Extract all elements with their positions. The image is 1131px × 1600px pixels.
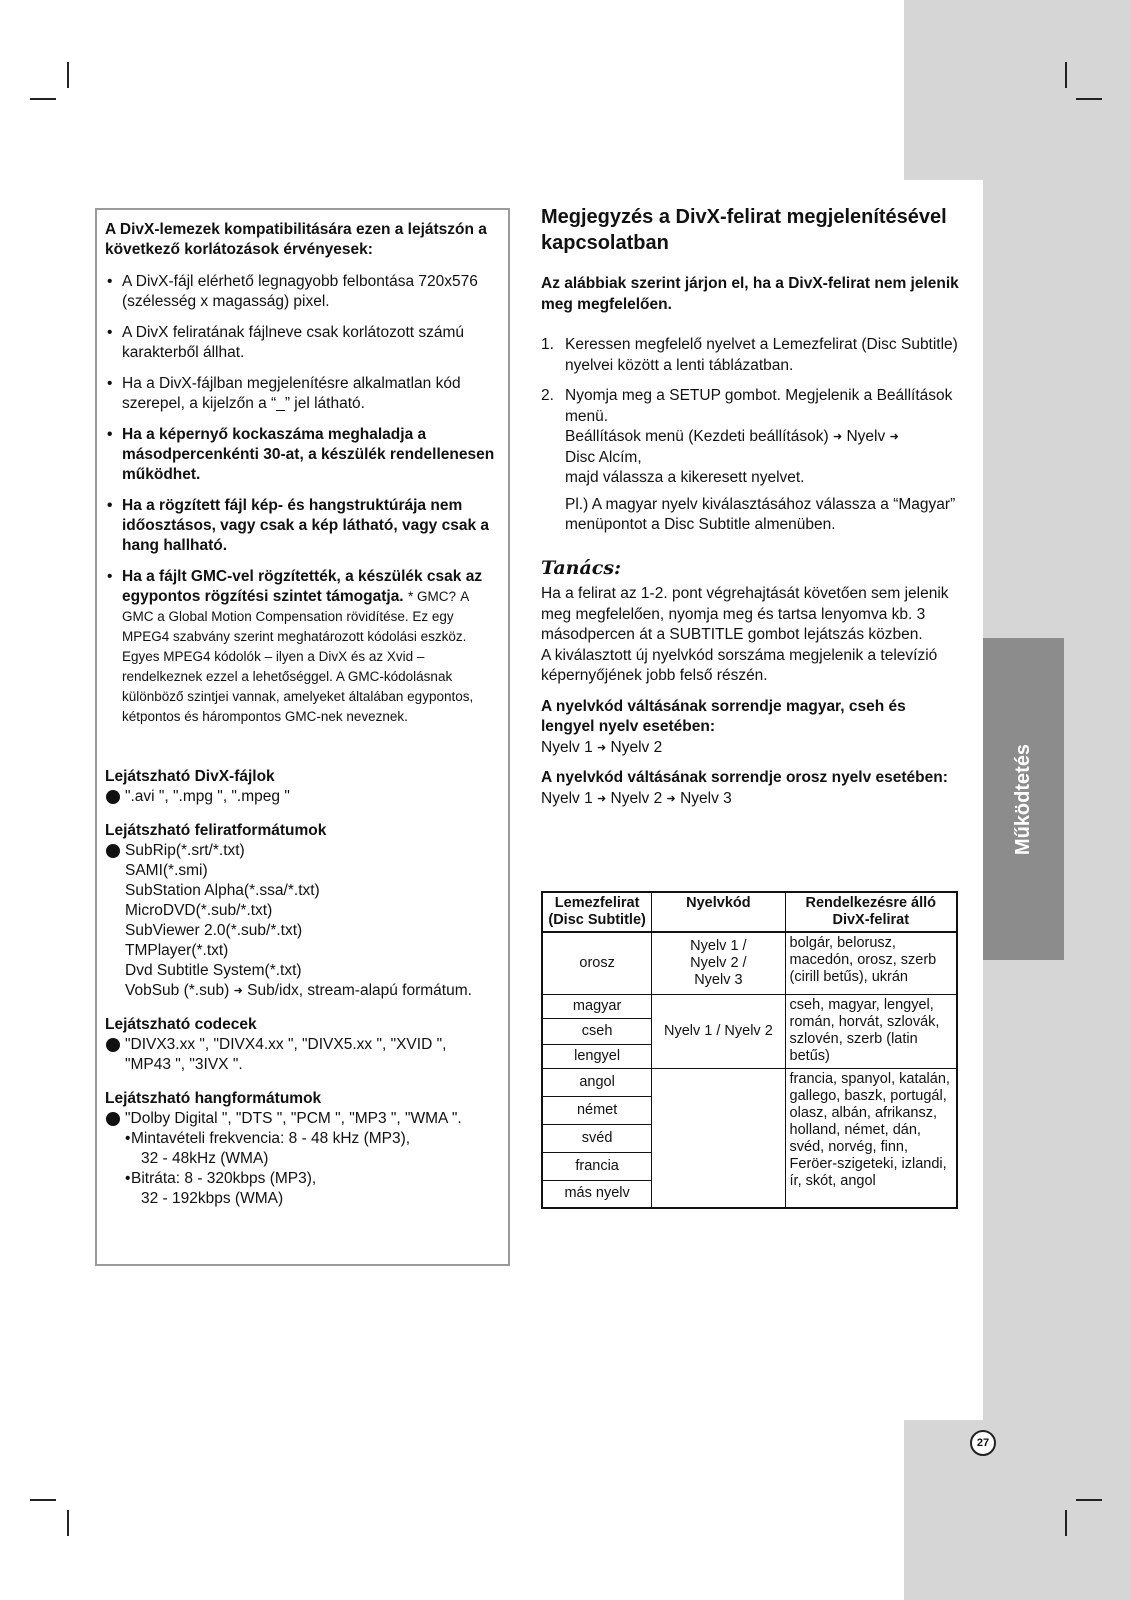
crop-mark: [1065, 1510, 1067, 1536]
subtitle-format: MicroDVD(*.sub/*.txt): [125, 902, 273, 919]
arrow-right-icon: ➜: [889, 431, 899, 443]
step-1: 1. Keressen megfelelő nyelvet a Lemezfelirat (Disc Subtitle) nyelvei között a lenti táblázatban.: [541, 336, 958, 374]
order-hu-sequence: Nyelv 1 ➜ Nyelv 2: [541, 738, 961, 759]
order-ru-sequence: Nyelv 1 ➜ Nyelv 2 ➜ Nyelv 3: [541, 789, 961, 810]
audio-title: Lejátszható hangformátumok: [105, 1090, 322, 1107]
table-cell: svéd: [542, 1124, 652, 1152]
codecs-line: "MP43 ", "3IVX ".: [125, 1056, 243, 1073]
codecs-line: "DIVX3.xx ", "DIVX4.xx ", "DIVX5.xx ", "XVID ",: [105, 1035, 500, 1055]
language-table: [541, 891, 958, 1209]
table-header: Nyelvkód: [652, 892, 785, 932]
restriction-list: [105, 272, 500, 727]
table-cell: francia, spanyol, katalán, gallego, baszk, portugál, olasz, albán, afrikansz, holland, német, dán, svéd, norvég, finn, Feröer-szigeteki, izlandi, ír, skót, angol: [785, 1068, 957, 1208]
steps-list: [541, 335, 961, 536]
list-item: • Ha a rögzített fájl kép- és hangstruktúrája nem időosztásos, vagy csak a kép látható, vagy csak a hang hallható.: [105, 496, 500, 556]
table-row: [542, 1068, 957, 1096]
list-item: • Ha a képernyő kockaszáma meghaladja a másodpercenkénti 30-at, a készülék rendellenesen működhet.: [105, 425, 500, 485]
list-item: [105, 567, 500, 727]
tip-text: A kiválasztott új nyelvkód sorszáma megjelenik a televízió képernyőjének jobb felső részén.: [541, 646, 938, 684]
crop-mark: [1076, 1499, 1102, 1501]
intro-text: Az alábbiak szerint járjon el, ha a DivX-felirat nem jelenik meg megfelelően.: [541, 275, 959, 313]
subtitle-format: Dvd Subtitle System(*.txt): [125, 962, 302, 979]
table-cell: bolgár, belorusz, macedón, orosz, szerb (cirill betűs), ukrán: [785, 932, 957, 994]
crop-mark: [67, 62, 69, 88]
table-cell-empty: [652, 1068, 785, 1208]
tip-text: Ha a felirat az 1-2. pont végrehajtását követően sem jelenik meg megfelelően, nyomja meg és tartsa lenyomva kb. 3 másodpercen át a SUBTITLE gombot lejátszás közben.: [541, 585, 949, 643]
list-item: • A DivX-fájl elérhető legnagyobb felbontása 720x576 (szélesség x magasság) pixel.: [105, 272, 500, 312]
crop-mark: [1065, 62, 1067, 88]
table-cell: lengyel: [542, 1044, 652, 1068]
arrow-right-icon: ➜: [832, 431, 843, 443]
table-row: [542, 932, 957, 994]
arrow-right-icon: ➜: [666, 792, 676, 805]
crop-mark: [1076, 98, 1102, 100]
crop-mark: [67, 1510, 69, 1536]
page-number: 27: [970, 1430, 996, 1456]
sampling-line: 32 - 48kHz (WMA): [141, 1150, 269, 1167]
arrow-right-icon: ➜: [597, 741, 607, 754]
side-strip: [904, 0, 1131, 180]
audio-line: "Dolby Digital ", "DTS ", "PCM ", "MP3 ", "WMA ".: [105, 1109, 500, 1129]
codecs-title: Lejátszható codecek: [105, 1016, 257, 1033]
table-cell: angol: [542, 1068, 652, 1096]
arrow-right-icon: ➜: [597, 792, 607, 805]
subtitle-format: TMPlayer(*.txt): [125, 942, 229, 959]
table-header: Lemezfelirat (Disc Subtitle): [542, 892, 652, 932]
side-strip: [904, 1420, 1131, 1600]
order-ru-title: A nyelvkód váltásának sorrendje orosz nyelv esetében:: [541, 769, 948, 786]
gmc-question: * GMC?: [407, 589, 456, 604]
table-cell: Nyelv 1 / Nyelv 2 / Nyelv 3: [652, 932, 785, 994]
subtitle-format-vobsub: VobSub (*.sub) ➜ Sub/idx, stream-alapú formátum.: [125, 982, 472, 999]
bitrate-line: • Bitráta: 8 - 320kbps (MP3),: [105, 1169, 500, 1189]
section-title: Megjegyzés a DivX-felirat megjelenítésével kapcsolatban: [541, 206, 947, 254]
section-tab-label: Működtetés: [1012, 743, 1034, 855]
compatibility-box: [95, 208, 510, 1266]
sampling-line: • Mintavételi frekvencia: 8 - 48 kHz (MP3),: [105, 1129, 500, 1149]
table-cell: cseh, magyar, lengyel, román, horvát, szlovák, szlovén, szerb (latin betűs): [785, 994, 957, 1068]
step-2-example: Pl.) A magyar nyelv kiválasztásához válassza a “Magyar” menüpontot a Disc Subtitle almenüben.: [565, 495, 956, 533]
arrow-right-icon: ➜: [233, 985, 243, 997]
box-heading: A DivX-lemezek kompatibilitására ezen a lejátszón a következő korlátozások érvényesek:: [105, 221, 487, 258]
files-title: Lejátszható DivX-fájlok: [105, 768, 275, 785]
step-2: 2. Nyomja meg a SETUP gombot. Megjelenik a Beállítások menü. Beállítások menü (Kezdeti beállítások) ➜ Nyelv ➜ Disc Alcím, majd válassza a kikeresett nyelvet. Pl.) A magyar nyelv kiválasztásához válassza a “Magyar” menüpontot a Disc Subtitle almenüben.: [541, 386, 961, 536]
order-hu-title: A nyelvkód váltásának sorrendje magyar, cseh és lengyel nyelv esetében:: [541, 697, 906, 735]
tip-title: Tanács:: [541, 556, 622, 579]
table-header-row: [542, 892, 957, 932]
subtitles-title: Lejátszható feliratformátumok: [105, 822, 327, 839]
bitrate-line: 32 - 192kbps (WMA): [141, 1190, 284, 1207]
crop-mark: [30, 98, 56, 100]
subtitle-format: SubStation Alpha(*.ssa/*.txt): [125, 882, 320, 899]
table-header: Rendelkezésre álló DivX-felirat: [785, 892, 957, 932]
table-cell: orosz: [542, 932, 652, 994]
table-cell: francia: [542, 1152, 652, 1180]
table-cell: magyar: [542, 994, 652, 1018]
table-cell: más nyelv: [542, 1180, 652, 1208]
table-cell: Nyelv 1 / Nyelv 2: [652, 994, 785, 1068]
gmc-item-text: Ha a fájlt GMC-vel rögzítették, a készülék csak az egypontos rögzítési szintet támogatja.: [122, 568, 483, 605]
list-item: • Ha a DivX-fájlban megjelenítésre alkalmatlan kód szerepel, a kijelzőn a “_” jel látható.: [105, 374, 500, 414]
table-row: [542, 994, 957, 1018]
files-line: ".avi ", ".mpg ", ".mpeg ": [105, 787, 500, 807]
subtitle-format: SubRip(*.srt/*.txt): [105, 841, 500, 861]
table-cell: német: [542, 1096, 652, 1124]
gmc-note: A GMC a Global Motion Compensation rövidítése. Ez egy MPEG4 szabvány szerint meghatározott kódolási eszköz. Egyes MPEG4 kódolók – ilyen a DivX és az Xvid – rendelkeznek ezzel a lehetőséggel. A GMC-kódolásnak különböző szintjei vannak, amelyeket általában egypontos, kétpontos és hárompontos GMC-nek neveznek.: [122, 589, 474, 724]
subtitle-format: SAMI(*.smi): [125, 862, 208, 879]
crop-mark: [30, 1499, 56, 1501]
table-cell: cseh: [542, 1018, 652, 1044]
subtitle-notes: [541, 204, 961, 809]
subtitle-format: SubViewer 2.0(*.sub/*.txt): [125, 922, 303, 939]
list-item: • A DivX feliratának fájlneve csak korlátozott számú karakterből állhat.: [105, 323, 500, 363]
